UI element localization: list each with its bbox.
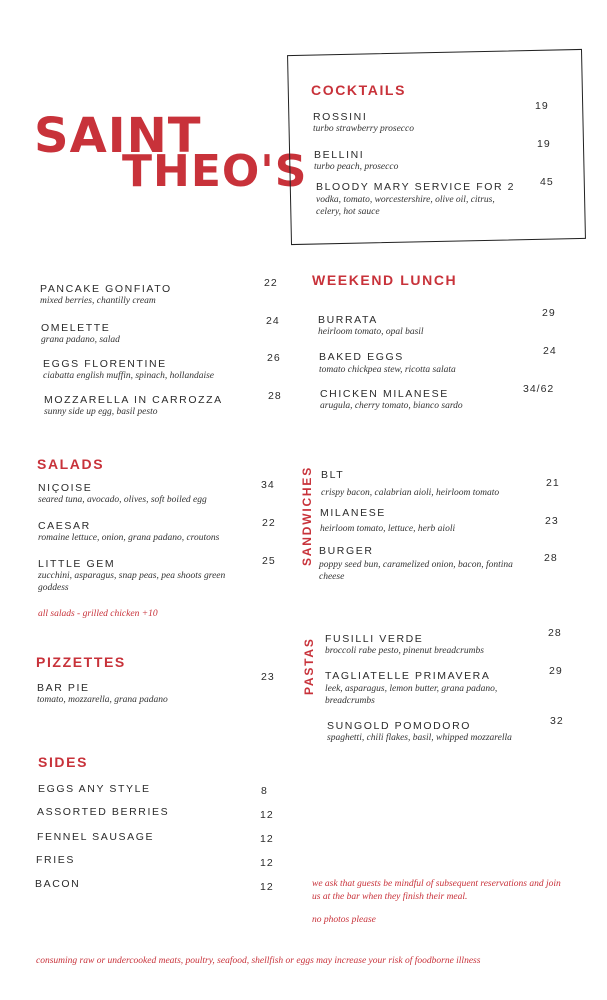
menu-item-name: LITTLE GEM <box>38 558 116 570</box>
reservation-note: we ask that guests be mindful of subsequent reservations and join us at the bar when they finish their meal. <box>312 879 561 902</box>
menu-item-name: BURGER <box>319 545 374 557</box>
menu-item-name: PANCAKE GONFIATO <box>40 283 172 295</box>
menu-item-description: turbo peach, prosecco <box>314 162 399 172</box>
side-item-name: EGGS ANY STYLE <box>38 783 151 795</box>
menu-item-description: tomato chickpea stew, ricotta salata <box>319 365 456 375</box>
menu-item-price: 25 <box>262 555 276 567</box>
menu-item-name: BURRATA <box>318 314 378 326</box>
menu-item-price: 28 <box>544 552 558 564</box>
menu-item-price: 34 <box>261 479 275 491</box>
menu-item-name: TAGLIATELLE PRIMAVERA <box>325 670 491 682</box>
menu-item-description: broccoli rabe pesto, pinenut breadcrumbs <box>325 646 484 656</box>
menu-item-name: SUNGOLD POMODORO <box>327 720 472 732</box>
restaurant-logo <box>34 108 308 212</box>
menu-item-price: 45 <box>540 176 554 188</box>
menu-item-price: 28 <box>548 627 562 639</box>
pastas-title: PASTAS <box>302 637 316 695</box>
side-item-price: 12 <box>260 881 274 893</box>
menu-item-name: CAESAR <box>38 520 91 532</box>
salads-addon-note: all salads - grilled chicken +10 <box>38 609 158 619</box>
menu-item-description: arugula, cherry tomato, bianco sardo <box>320 401 463 411</box>
menu-item-description: tomato, mozzarella, grana padano <box>37 695 168 705</box>
menu-item-description: spaghetti, chili flakes, basil, whipped mozzarella <box>327 733 512 743</box>
menu-item-name: CHICKEN MILANESE <box>320 388 449 400</box>
menu-item-name: BAKED EGGS <box>319 351 404 363</box>
menu-item-description: seared tuna, avocado, olives, soft boiled egg <box>38 495 207 505</box>
side-item-price: 12 <box>260 833 274 845</box>
menu-item-price: 29 <box>542 307 556 319</box>
menu-item-price: 24 <box>266 315 280 327</box>
menu-item-description: vodka, tomato, worcestershire, olive oil, citrus, celery, hot sauce <box>316 195 495 217</box>
logo-line-1: SAINT <box>34 108 202 164</box>
menu-item-description: romaine lettuce, onion, grana padano, croutons <box>38 533 220 543</box>
weekend-lunch-title: WEEKEND LUNCH <box>312 272 458 288</box>
side-item-price: 12 <box>260 857 274 869</box>
menu-item-price: 34/62 <box>523 383 555 395</box>
side-item-price: 12 <box>260 809 274 821</box>
menu-item-price: 22 <box>262 517 276 529</box>
menu-item-description: leek, asparagus, lemon butter, grana padano, breadcrumbs <box>325 684 498 706</box>
side-item-price: 8 <box>261 785 268 797</box>
menu-item-price: 28 <box>268 390 282 402</box>
menu-item-description: poppy seed bun, caramelized onion, bacon, fontina cheese <box>319 560 513 582</box>
menu-item-name: EGGS FLORENTINE <box>43 358 167 370</box>
side-item-name: FRIES <box>36 854 75 866</box>
menu-item-price: 32 <box>550 715 564 727</box>
menu-item-description: ciabatta english muffin, spinach, hollandaise <box>43 371 214 381</box>
no-photos-note: no photos please <box>312 915 376 925</box>
pizzettes-title: PIZZETTES <box>36 654 126 670</box>
menu-item-description: grana padano, salad <box>41 335 120 345</box>
menu-item-description: heirloom tomato, opal basil <box>318 327 424 337</box>
cocktails-title: COCKTAILS <box>311 82 407 98</box>
menu-item-price: 19 <box>537 138 551 150</box>
menu-item-name: MILANESE <box>320 507 386 519</box>
side-item-name: FENNEL SAUSAGE <box>37 831 155 843</box>
menu-item-price: 22 <box>264 277 278 289</box>
menu-item-name: BLOODY MARY SERVICE FOR 2 <box>316 181 516 193</box>
menu-item-description: sunny side up egg, basil pesto <box>44 407 158 417</box>
menu-item-description: mixed berries, chantilly cream <box>40 296 156 306</box>
consumer-warning: consuming raw or undercooked meats, poultry, seafood, shellfish or eggs may increase your risk of foodborne illness <box>36 956 481 966</box>
menu-item-name: OMELETTE <box>41 322 111 334</box>
menu-item-description: turbo strawberry prosecco <box>313 124 414 134</box>
menu-item-name: BELLINI <box>314 149 365 161</box>
side-item-name: BACON <box>35 878 81 890</box>
menu-item-name: ROSSINI <box>313 111 368 123</box>
menu-item-price: 24 <box>543 345 557 357</box>
menu-item-name: NIÇOISE <box>38 482 93 494</box>
side-item-name: ASSORTED BERRIES <box>37 806 170 818</box>
logo-line-2: THEO'S <box>122 146 308 197</box>
sides-title: SIDES <box>38 754 89 770</box>
menu-item-description: heirloom tomato, lettuce, herb aioli <box>320 524 456 534</box>
menu-item-price: 21 <box>546 477 560 489</box>
menu-item-description: zucchini, asparagus, snap peas, pea shoots green goddess <box>38 571 226 593</box>
menu-item-description: crispy bacon, calabrian aioli, heirloom tomato <box>321 488 500 498</box>
menu-item-price: 23 <box>261 671 275 683</box>
menu-item-name: BAR PIE <box>37 682 90 694</box>
menu-item-name: MOZZARELLA IN CARROZZA <box>44 394 223 406</box>
menu-item-price: 29 <box>549 665 563 677</box>
menu-item-price: 19 <box>535 100 549 112</box>
menu-item-price: 26 <box>267 352 281 364</box>
sandwiches-title: SANDWICHES <box>300 465 314 566</box>
menu-item-name: FUSILLI VERDE <box>325 633 424 645</box>
menu-item-price: 23 <box>545 515 559 527</box>
salads-title: SALADS <box>37 456 105 472</box>
menu-item-name: BLT <box>321 469 345 481</box>
